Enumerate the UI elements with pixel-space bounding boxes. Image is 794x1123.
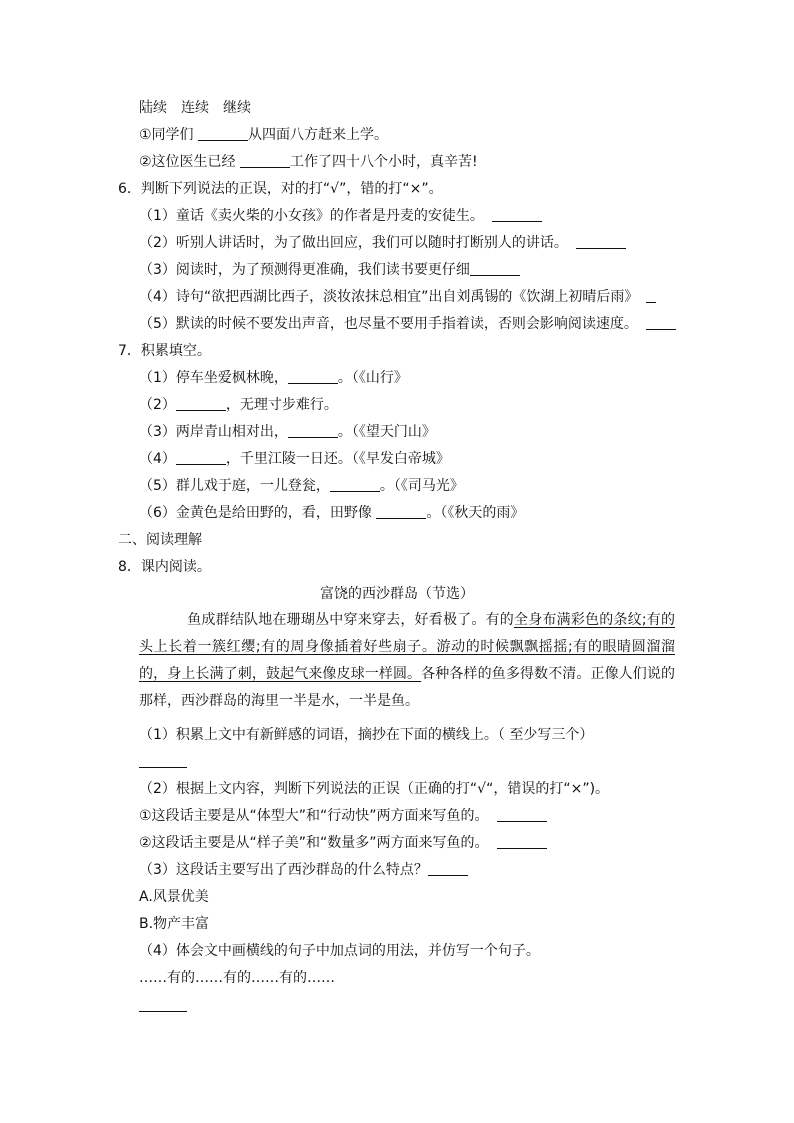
q5-s2-blank[interactable] bbox=[240, 153, 290, 168]
q6-item-2 bbox=[139, 234, 626, 252]
q5-sentence-1 bbox=[139, 126, 388, 144]
q7-i2-blank[interactable] bbox=[176, 396, 226, 411]
q8-sub2-item-1 bbox=[139, 807, 547, 825]
q8-title: 8．课内阅读。 bbox=[118, 559, 211, 575]
q7-i3-blank[interactable] bbox=[288, 423, 338, 438]
q8-sub3-blank[interactable] bbox=[428, 861, 468, 876]
q7-i5-post: 。（《司马光》 bbox=[379, 478, 464, 494]
q7-i4-blank[interactable] bbox=[176, 450, 226, 465]
q7-i1-post: 。（《山行》 bbox=[337, 370, 408, 386]
q7-item-5 bbox=[139, 477, 464, 495]
q7-item-4 bbox=[139, 450, 450, 468]
q7-i2-post: ，无理寸步难行。 bbox=[225, 397, 338, 413]
q8-sub1-answer bbox=[139, 753, 187, 771]
q8-pattern: ……有的……有的……有的…… bbox=[139, 970, 335, 986]
q6-item-2-blank[interactable] bbox=[576, 234, 626, 249]
passage-underlined-sentence: 全身布满彩色的条纹;有的头上长着一簇红缨;有的周身像插着好些扇子。游动的时候飘飘摇摇;有的眼睛圆溜溜的，身上长满了刺，鼓起气来像皮球一样圆。 bbox=[139, 612, 676, 682]
q5-s1-blank[interactable] bbox=[198, 126, 248, 141]
q6-item-2-text: （2）听别人讲话时，为了做出回应，我们可以随时打断别人的讲话。 bbox=[139, 235, 568, 251]
q6-item-3 bbox=[139, 261, 520, 279]
q6-item-4-text: （4）诗句“欲把西湖比西子，淡妆浓抹总相宜”出自刘禹锡的《饮湖上初晴后雨》 bbox=[139, 289, 639, 305]
option-b: B.物产丰富 bbox=[139, 916, 210, 932]
q7-i5-blank[interactable] bbox=[330, 477, 380, 492]
q6-item-1-text: （1）童话《卖火柴的小女孩》的作者是丹麦的安徒生。 bbox=[139, 208, 484, 224]
q8-sub4-answer bbox=[139, 997, 187, 1015]
q7-item-3 bbox=[139, 423, 436, 441]
q7-i5-pre: （5）群儿戏于庭，一儿登瓮， bbox=[139, 478, 330, 494]
q6-item-5 bbox=[139, 315, 676, 333]
q8-sub3 bbox=[139, 861, 468, 879]
q8-sub1-blank[interactable] bbox=[139, 753, 187, 768]
q6-item-5-text: （5）默读的时候不要发出声音，也尽量不要用手指着读，否则会影响阅读速度。 bbox=[139, 316, 638, 332]
q6-item-5-blank[interactable] bbox=[646, 315, 676, 330]
q7-i2-pre: （2） bbox=[139, 397, 176, 413]
q5-s2-post: 工作了四十八个小时，真辛苦! bbox=[290, 154, 478, 170]
q8-sub2-i1-text: ①这段话主要是从“体型大”和“行动快”两方面来写鱼的。 bbox=[139, 808, 489, 824]
q6-item-1 bbox=[139, 207, 542, 225]
q7-i6-blank[interactable] bbox=[376, 504, 426, 519]
q6-item-4 bbox=[139, 288, 656, 306]
q5-sentence-2 bbox=[139, 153, 478, 171]
q7-i1-pre: （1）停车坐爱枫林晚， bbox=[139, 370, 288, 386]
q8-sub4-blank[interactable] bbox=[139, 997, 187, 1012]
q7-i3-post: 。（《望天门山》 bbox=[337, 424, 436, 440]
q6-item-3-text: （3）阅读时，为了预测得更准确，我们读书要更仔细 bbox=[139, 262, 470, 278]
passage-title: 富饶的西沙群岛（节选） bbox=[320, 586, 474, 602]
q8-sub2-item-2 bbox=[139, 834, 547, 852]
q5-s1-pre: ①同学们 bbox=[139, 127, 199, 143]
q8-sub2-i2-text: ②这段话主要是从“样子美”和“数量多”两方面来写鱼的。 bbox=[139, 835, 489, 851]
q7-title: 7．积累填空。 bbox=[118, 343, 211, 359]
q7-i3-pre: （3）两岸青山相对出， bbox=[139, 424, 288, 440]
q7-item-2 bbox=[139, 396, 338, 414]
q7-item-1 bbox=[139, 369, 408, 387]
q6-item-1-blank[interactable] bbox=[492, 207, 542, 222]
q7-i1-blank[interactable] bbox=[288, 369, 338, 384]
q8-sub2-i1-blank[interactable] bbox=[497, 807, 547, 822]
passage-part-c: 各种各样的鱼多得数不清。正像人们说的那样，西沙群岛的海里一半是水，一半是鱼。 bbox=[139, 666, 676, 709]
q6-item-3-blank[interactable] bbox=[470, 261, 520, 276]
q7-item-6 bbox=[139, 504, 524, 522]
q8-sub3-text: （3）这段话主要写出了西沙群岛的什么特点？ bbox=[139, 862, 428, 878]
word-choices: 陆续 连续 继续 bbox=[139, 100, 251, 116]
q5-s2-pre: ②这位医生已经 bbox=[139, 154, 241, 170]
section-heading: 二、阅读理解 bbox=[118, 532, 202, 548]
q5-s1-post: 从四面八方赶来上学。 bbox=[248, 127, 389, 143]
q7-i6-pre: （6）金黄色是给田野的，看，田野像 bbox=[139, 505, 377, 521]
q8-sub2: （2）根据上文内容，判断下列说法的正误（正确的打“√“，错误的打“×”)。 bbox=[139, 781, 610, 797]
q8-sub4: （4）体会文中画横线的句子中加点词的用法，并仿写一个句子。 bbox=[139, 943, 540, 959]
q6-title: 6．判断下列说法的正误，对的打“√”，错的打“×”。 bbox=[118, 181, 443, 197]
q8-sub2-i2-blank[interactable] bbox=[497, 834, 547, 849]
q7-i4-post: ，千里江陵一日还。（《早发白帝城》 bbox=[225, 451, 450, 467]
passage-part-a: 鱼成群结队地在珊瑚丛中穿来穿去，好看极了。有的 bbox=[187, 612, 514, 628]
option-a: A.风景优美 bbox=[139, 889, 209, 905]
q6-item-4-blank[interactable] bbox=[646, 288, 656, 303]
q8-sub1: （1）积累上文中有新鲜感的词语，摘抄在下面的横线上。（ 至少写三个） bbox=[139, 727, 594, 743]
passage-body bbox=[139, 607, 675, 715]
q7-i6-post: 。（《秋天的雨》 bbox=[426, 505, 525, 521]
q7-i4-pre: （4） bbox=[139, 451, 176, 467]
